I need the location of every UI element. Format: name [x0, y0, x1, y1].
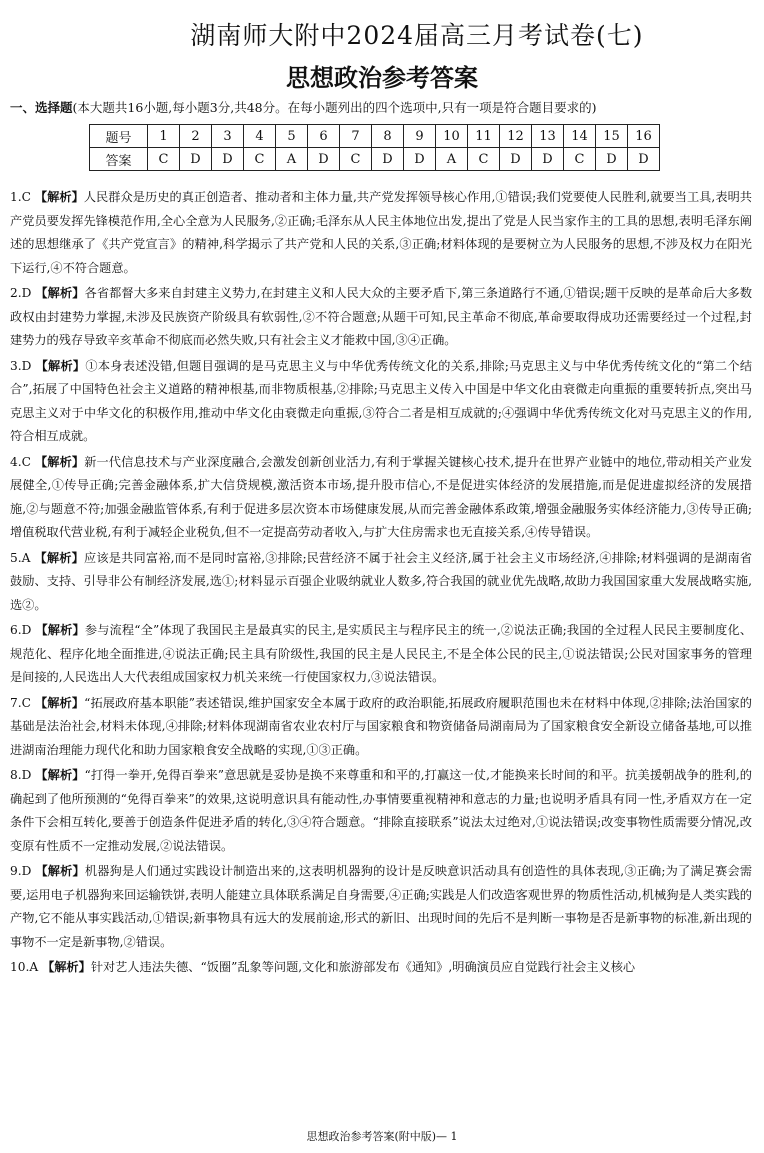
analysis-item: [10, 355, 752, 449]
row-label-number: 题号: [90, 125, 148, 148]
analysis-item: [10, 619, 752, 690]
analysis-item: [10, 451, 752, 545]
answer-key-title: 思想政治参考答案: [286, 64, 478, 92]
answer-cell: D: [372, 148, 404, 171]
answer-cell: D: [500, 148, 532, 171]
analysis-item: [10, 547, 752, 618]
question-number: 13: [532, 125, 564, 148]
answer-table: [89, 124, 660, 171]
answer-cell: D: [212, 148, 244, 171]
answer-cell: D: [532, 148, 564, 171]
section-note: (本大题共16小题,每小题3分,共48分。在每小题列出的四个选项中,只有一项是符合题目要求的): [72, 100, 597, 115]
question-number: 4: [244, 125, 276, 148]
analysis-tag: 【解析】: [34, 190, 84, 204]
answer-cell: C: [244, 148, 276, 171]
question-number: 6: [308, 125, 340, 148]
item-text: 应该是共同富裕,而不是同时富裕,③排除;民营经济不属于社会主义经济,属于社会主义市场经济,④排除;材料强调的是湖南省鼓励、支持、引导非公有制经济发展,选①;材料显示百强企业吸纳就业人数多,符合我国的就业优先战略,故助力我国国家重大发展战略实施,选②。: [10, 550, 753, 612]
question-number: 14: [564, 125, 596, 148]
question-number: 16: [628, 125, 660, 148]
question-number: 12: [500, 125, 532, 148]
answer-cell: D: [596, 148, 628, 171]
item-text: 人民群众是历史的真正创造者、推动者和主体力量,共产党发挥领导核心作用,①错误;我们党要使人民胜利,就要当工具,表明共产党员要发挥先锋模范作用,全心全意为人民服务,②正确;毛泽东从人民主体地位出发,提出了党是人民当家作主的工具的思想,表明毛泽东阐述的思想继承了《共产党宣言》的精神,科学揭示了共产党和人民的关系,③正确;材料体现的是要树立为人民服务的思想,不涉及权力在阳光下运行,④不符合题意。: [10, 190, 752, 275]
item-answer: 5.A: [10, 550, 31, 565]
item-text: 新一代信息技术与产业深度融合,会激发创新创业活力,有利于掌握关键核心技术,提升在世界产业链中的地位,带动相关产业发展健全,①传导正确;完善金融体系,扩大信贷规模,激活资本市场,提升股市信心,不是促进实体经济的发展措施,而是促进虚拟经济的发展措施,②与题意不符;加强金融监管体系,有利于促进多层次资本市场健康发展,从而完善金融体系政策,增强金融服务实体经济能力,③传导正确;增值税取代营业税,有利于减轻企业税负,但不一定提高劳动者收入,与扩大住房需求也无直接关系,④传导错误。: [10, 454, 753, 539]
item-answer: 2.D: [10, 286, 32, 300]
question-number: 7: [340, 125, 372, 148]
item-text: 机器狗是人们通过实践设计制造出来的,这表明机器狗的设计是反映意识活动具有创造性的具体表现,③正确;为了满足赛会需要,运用电子机器狗来回运输铁饼,表明人能建立具体联系满足自身需要,④正确;实践是人们改造客观世界的物质性活动,机械狗是人类实践的产物,它不能从事实践活动,①错误;新事物具有远大的发展前途,形式的新旧、出现时间的先后不是判断一事物是否是新事物的标准,新出现的事物不一定是新事物,②错误。: [10, 864, 753, 949]
answer-cell: D: [180, 148, 212, 171]
question-number: 9: [404, 125, 436, 148]
answer-cell: A: [436, 148, 468, 171]
answer-cell: D: [404, 148, 436, 171]
answer-cell: C: [148, 148, 180, 171]
question-number: 1: [148, 125, 180, 148]
question-number: 3: [212, 125, 244, 148]
analysis-tag: 【解析】: [35, 286, 85, 300]
analysis-item: [10, 282, 752, 353]
analysis-tag: 【解析】: [35, 358, 86, 373]
row-label-answer: 答案: [90, 148, 148, 171]
analysis-item: [10, 692, 752, 763]
page-footer: 思想政治参考答案(附中版)— 1: [306, 1130, 458, 1143]
analysis-item: [10, 186, 752, 280]
analysis-item: [10, 764, 752, 858]
item-answer: 4.C: [10, 454, 31, 469]
item-answer: 7.C: [10, 695, 31, 710]
answer-cell: A: [276, 148, 308, 171]
question-number: 2: [180, 125, 212, 148]
analysis-tag: 【解析】: [35, 768, 85, 782]
question-number: 10: [436, 125, 468, 148]
item-answer: 10.A: [10, 960, 39, 974]
item-text: “打得一拳开,免得百拳来”意思就是妥协是换不来尊重和和平的,打赢这一仗,才能换来长时间的和平。抗美援朝战争的胜利,的确起到了他所预测的“免得百拳来”的效果,这说明意识具有能动性,办事情要重视精神和意志的力量;也说明矛盾具有同一性,矛盾双方在一定条件下会相互转化,要善于创造条件促进矛盾的转化,③④符合题意。“排除直接联系”说法太过绝对,①说法错误;改变事物性质需要分情况,改变原有性质不一定推动发展,②说法错误。: [10, 768, 752, 853]
answer-cell: C: [564, 148, 596, 171]
item-answer: 9.D: [10, 864, 32, 878]
answer-cell: C: [340, 148, 372, 171]
analysis-tag: 【解析】: [34, 695, 85, 710]
answer-row: [90, 148, 660, 171]
item-answer: 6.D: [10, 623, 32, 637]
question-number: 5: [276, 125, 308, 148]
analysis-item: [10, 860, 752, 954]
item-text: 各省都督大多来自封建主义势力,在封建主义和人民大众的主要矛盾下,第三条道路行不通,①错误;题干反映的是革命后大多数政权由封建势力掌握,未涉及民族资产阶级具有软弱性,②不符合题意;从题干可知,民主革命不彻底,革命要取得成功还需要经过一个过程,封建势力的残存导致辛亥革命不彻底而必然失败,只有社会主义才能救中国,③④正确。: [10, 286, 753, 347]
section-heading: [10, 98, 596, 116]
item-answer: 3.D: [10, 358, 32, 373]
analysis-list: [10, 186, 752, 980]
analysis-tag: 【解析】: [34, 454, 85, 469]
item-text: 针对艺人违法失德、“饭圈”乱象等问题,文化和旅游部发布《通知》,明确演员应自觉践行社会主义核心: [90, 960, 636, 974]
answer-cell: D: [628, 148, 660, 171]
analysis-tag: 【解析】: [42, 960, 91, 974]
item-text: “拓展政府基本职能”表述错误,维护国家安全本属于政府的政治职能,拓展政府履职范围也未在材料中体现,②排除;法治国家的基础是法治社会,材料未体现,④排除;材料体现湖南省农业农村厅与国家粮食和物资储备局湖南局为了国家粮食安全新设立储备基地,可以推进湖南治理能力现代化和助力国家粮食安全战略的实现,①③正确。: [10, 695, 752, 757]
analysis-tag: 【解析】: [34, 550, 84, 565]
exam-title: 湖南师大附中2024届高三月考试卷(七): [190, 21, 644, 50]
item-text: 参与流程“全”体现了我国民主是最真实的民主,是实质民主与程序民主的统一,②说法正确;我国的全过程人民民主要制度化、规范化、程序化地全面推进,④说法正确;民主具有阶级性,我国的民主是人民民主,不是全体公民的民主,①说法错误;公民对国家事务的管理是间接的,人民选出人大代表组成国家权力机关来统一行使国家权力,③说法错误。: [10, 623, 753, 684]
analysis-tag: 【解析】: [35, 864, 85, 878]
answer-cell: D: [308, 148, 340, 171]
question-number-row: [90, 125, 660, 148]
answer-cell: C: [468, 148, 500, 171]
analysis-item: [10, 956, 752, 980]
question-number: 11: [468, 125, 500, 148]
question-number: 15: [596, 125, 628, 148]
question-number: 8: [372, 125, 404, 148]
item-answer: 8.D: [10, 768, 32, 782]
section-label: 一、选择题: [10, 100, 73, 115]
analysis-tag: 【解析】: [35, 623, 85, 637]
item-answer: 1.C: [10, 190, 31, 204]
item-text: ①本身表述没错,但题目强调的是马克思主义与中华优秀传统文化的关系,排除;马克思主义与中华优秀传统文化的“第二个结合”,拓展了中国特色社会主义道路的精神根基,而非物质根基,②排除;马克思主义传入中国是中华文化由衰微走向重振的重要转折点,突出马克思主义对于中华文化的积极作用,推动中华文化由衰微走向重振,③符合二者是相互成就的;④强调中华优秀传统文化对马克思主义的作用,符合相互成就。: [10, 358, 753, 443]
